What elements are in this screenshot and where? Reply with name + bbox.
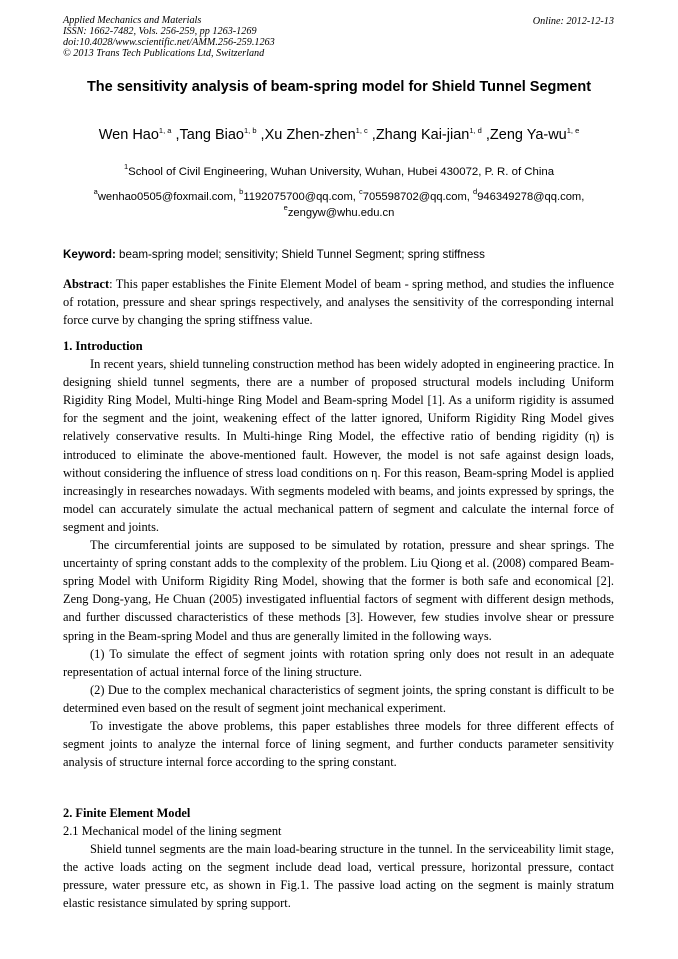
email[interactable]: $^b$1192075700@qq.com xyxy=(239,187,353,203)
email[interactable]: $^d$946349278@qq.com xyxy=(473,187,582,203)
author: Tang Biao$^{1, b}$ , xyxy=(179,126,265,143)
email[interactable]: $^a$wenhao0505@foxmail.com xyxy=(93,187,233,203)
email[interactable]: $^e$zengyw@whu.edu.cn xyxy=(283,203,395,219)
paragraph: (2) Due to the complex mechanical characteristics of segment joints, the spring constant is difficult to be determined even based on the result of segment joint mechanical experiment. xyxy=(63,682,614,715)
paragraph: To investigate the above problems, this paper establishes three models for three different effects of segment joints to analyze the internal force of lining segment, and further conducts parameter sensitivity analysis of structure internal force according to the spring constant. xyxy=(63,718,614,770)
author: Wen Hao$^{1, a}$ , xyxy=(98,126,180,143)
abstract xyxy=(63,275,614,329)
doi-line: doi:10.4028/www.scientific.net/AMM.256-259.1263 xyxy=(63,37,275,48)
email-list: $^a$wenhao0505@foxmail.com, $^b$1192075700@qq.com, $^c$705598702@qq.com, $^d$946349278@qq.com, $^e$zengyw@whu.edu.cn xyxy=(93,187,585,219)
author: Xu Zhen-zhen$^{1, c}$ , xyxy=(264,126,376,143)
paragraph: Shield tunnel segments are the main load-bearing structure in the tunnel. In the serviceability limit stage, the active loads acting on the segment include dead load, vertical pressure, horizontal pressure, contact pressure, water pressure etc, as shown in Fig.1. The passive load acting on the segment is mainly stratum elastic resistance simulated by spring support. xyxy=(63,842,614,911)
online-date: Online: 2012-12-13 xyxy=(532,16,614,27)
keyword-text: beam-spring model; sensitivity; Shield Tunnel Segment; spring stiffness xyxy=(115,248,485,261)
affiliation: $^1$School of Civil Engineering, Wuhan University, Wuhan, Hubei 430072, P. R. of China xyxy=(123,162,555,178)
email[interactable]: $^c$705598702@qq.com xyxy=(359,187,467,203)
keyword-label: Keyword: xyxy=(63,248,116,261)
author: Zeng Ya-wu$^{1, e}$ xyxy=(489,126,580,143)
paragraph: In recent years, shield tunneling construction method has been widely adopted in engineering practice. In designing shield tunnel segments, there are a number of proposed structural models including Uniform Rigidity Ring Model, Multi-hinge Ring Model and Beam-spring Model [1]. As a uniform rigidity is assumed for the segment and the joint, weakening effect of the latter ignored, Uniform Rigidity Ring Model gives relatively conservative results. In Multi-hinge Ring Model, the effective ratio of bending rigidity (η) is introduced to eliminate the above-mentioned fault. However, the model is not safe against design loads, without considering the influence of stress load conditions on η. For this reason, Beam-spring Model is applied increasingly in researches nowadays. With segments modeled with beams, and joints expressed by springs, the model can accurately simulate the actual mechanical pattern of segment and calculate the internal force of segment and joints. xyxy=(63,357,614,534)
paper-title: The sensitivity analysis of beam-spring model for Shield Tunnel Segment xyxy=(86,79,592,95)
paragraph: (1) To simulate the effect of segment joints with rotation spring only does not result in an adequate representation of actual internal force of the lining structure. xyxy=(63,646,614,679)
abstract-text: : This paper establishes the Finite Element Model of beam - spring method, and studies the influence of rotation, pressure and shear springs respectively, and analyses the sensitivity of the corresponding internal force curve by changing the spring stiffness value. xyxy=(63,277,614,328)
abstract-label: Abstract xyxy=(63,277,110,291)
copyright-line: © 2013 Trans Tech Publications Ltd, Switzerland xyxy=(63,48,265,59)
paragraph: The circumferential joints are supposed to be simulated by rotation, pressure and shear springs. The uncertainty of spring constant adds to the complexity of the problem. Liu Qiong et al. (2008) compared Beam-spring Model with Uniform Rigidity Ring Model, showing that the former is both safe and economical [2]. Zeng Dong-yang, He Chuan (2005) investigated influential factors of segment with different design methods, and further discussed characteristics of these methods [3]. However, few studies involve shear or pressure spring in the Beam-spring Model and thus are generally limited in the following ways. xyxy=(63,538,614,643)
author-list xyxy=(40,126,638,144)
issn-line: ISSN: 1662-7482, Vols. 256-259, pp 1263-1269 xyxy=(63,26,257,37)
section-finite-element-model xyxy=(63,804,614,913)
section-heading: 1. Introduction xyxy=(63,339,143,353)
author: Zhang Kai-jian$^{1, d}$ , xyxy=(375,126,490,143)
keywords xyxy=(63,248,623,262)
section-heading: 2. Finite Element Model xyxy=(63,806,191,820)
journal-name: Applied Mechanics and Materials xyxy=(63,15,202,26)
subsection-heading: 2.1 Mechanical model of the lining segment xyxy=(63,824,282,839)
section-introduction xyxy=(63,337,614,771)
